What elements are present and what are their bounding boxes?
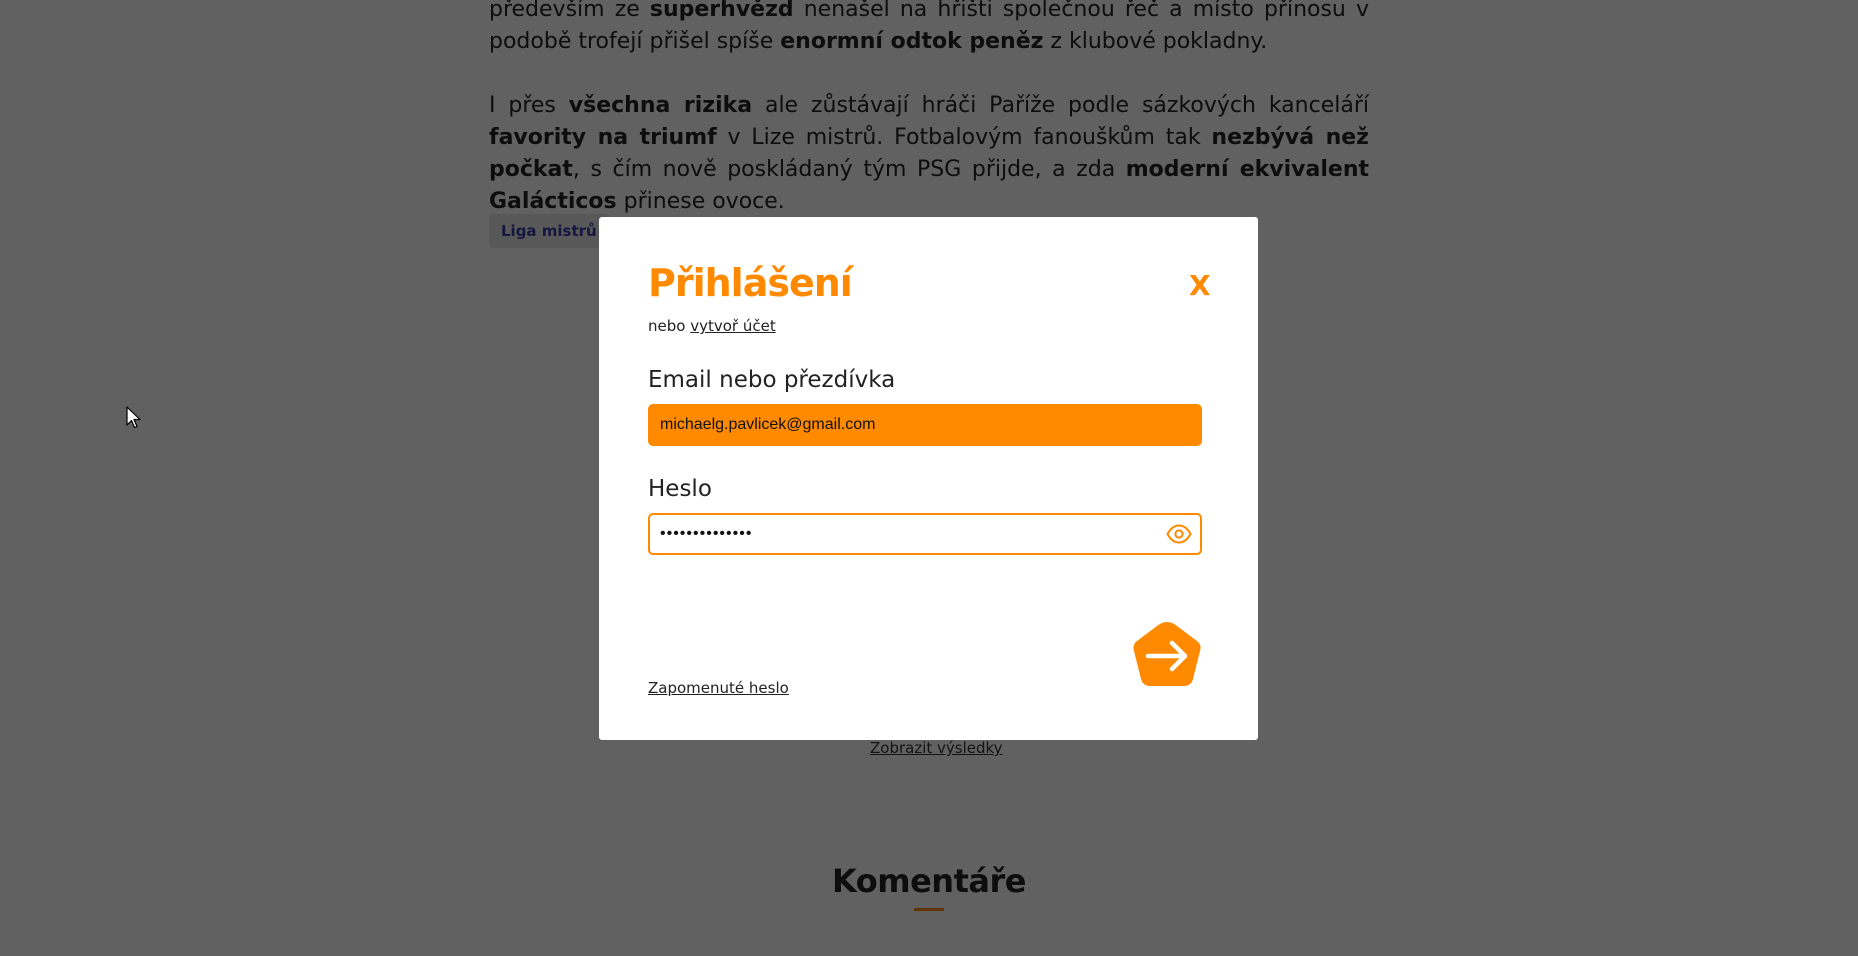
subtitle-prefix: nebo — [648, 317, 686, 335]
login-modal — [599, 217, 1258, 740]
eye-icon[interactable] — [1166, 523, 1192, 545]
modal-subtitle — [648, 317, 776, 335]
submit-button[interactable] — [1130, 619, 1204, 691]
password-input[interactable] — [648, 513, 1202, 555]
forgot-password-link[interactable]: Zapomenuté heslo — [648, 679, 789, 697]
mouse-pointer-icon — [126, 406, 142, 430]
create-account-link[interactable]: vytvoř účet — [690, 317, 776, 335]
close-button[interactable] — [1189, 269, 1211, 302]
email-label: Email nebo přezdívka — [648, 367, 896, 393]
password-label: Heslo — [648, 476, 712, 502]
modal-title: Přihlášení — [648, 261, 852, 305]
close-icon: X — [1189, 269, 1211, 302]
email-input[interactable] — [648, 404, 1202, 446]
